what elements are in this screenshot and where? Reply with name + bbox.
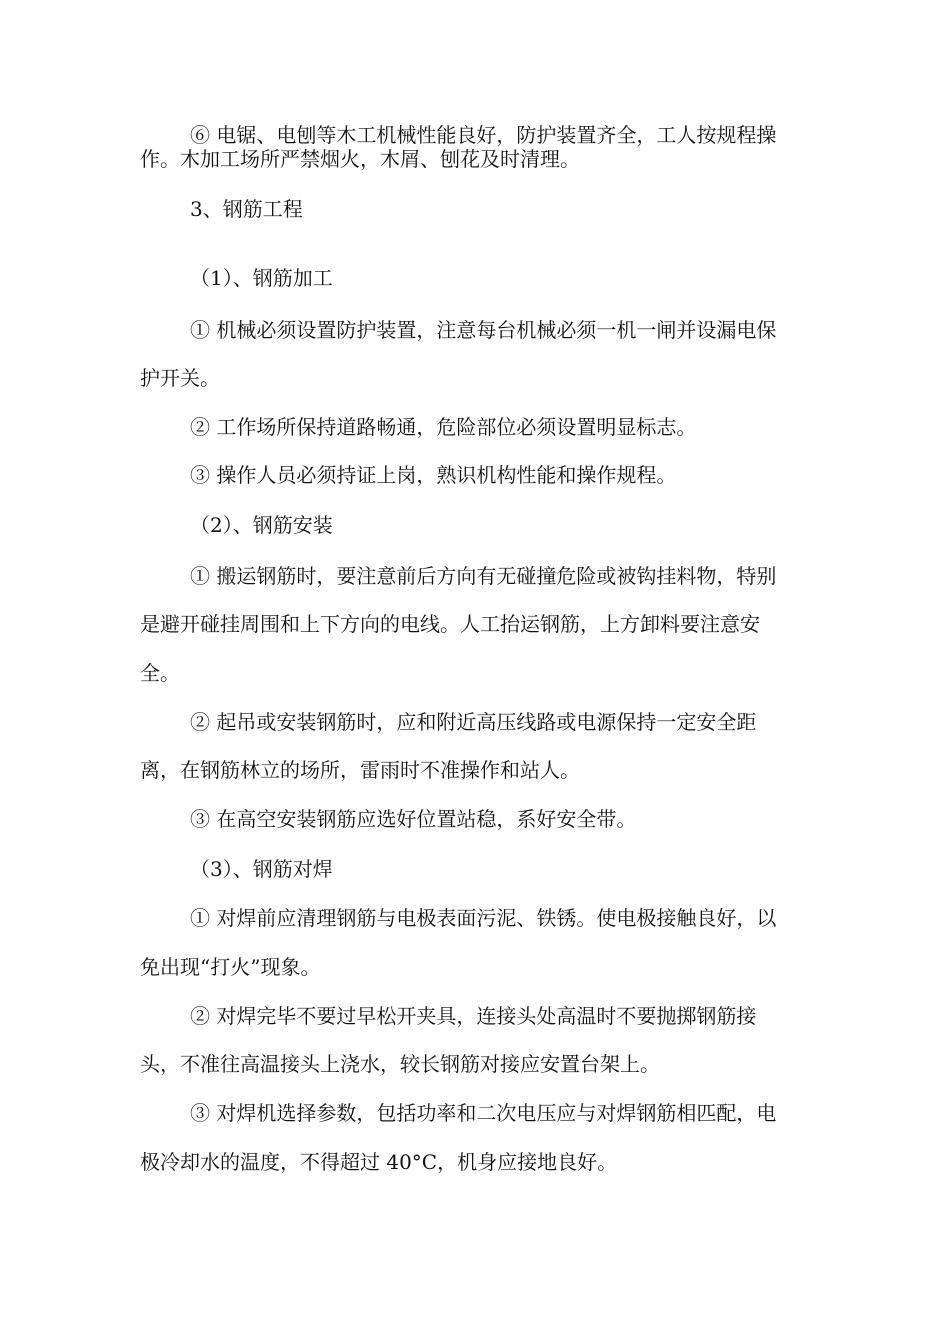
paragraph-line: ⑥ 电锯、电刨等木工机械性能良好，防护装置齐全，工人按规程操 [190,123,777,147]
list-item-line: 是避开碰挂周围和上下方向的电线。人工抬运钢筋，上方卸料要注意安 [140,612,760,636]
subsection-heading: （3）、钢筋对焊 [190,857,333,881]
list-item-line: 极冷却水的温度，不得超过 40°C，机身应接地良好。 [140,1150,618,1174]
list-item: ③ 在高空安装钢筋应选好位置站稳，系好安全带。 [190,807,637,831]
list-item-line: 离，在钢筋林立的场所，雷雨时不准操作和站人。 [140,758,580,782]
list-item-line: 头，不准往高温接头上浇水，较长钢筋对接应安置台架上。 [140,1052,660,1076]
list-item: ② 工作场所保持道路畅通，危险部位必须设置明显标志。 [190,415,697,439]
paragraph-line: 作。木加工场所严禁烟火，木屑、刨花及时清理。 [140,147,580,171]
subsection-heading: （2）、钢筋安装 [190,513,333,537]
list-item-line: ② 起吊或安装钢筋时，应和附近高压线路或电源保持一定安全距 [190,710,757,734]
list-item-line: 全。 [140,661,180,685]
list-item-line: ① 对焊前应清理钢筋与电极表面污泥、铁锈。使电极接触良好，以 [190,906,777,930]
list-item-line: 护开关。 [140,366,220,390]
list-item-line: ① 搬运钢筋时，要注意前后方向有无碰撞危险或被钩挂料物，特别 [190,564,777,588]
section-heading: 3、钢筋工程 [190,197,303,221]
list-item-line: ② 对焊完毕不要过早松开夹具，连接头处高温时不要抛掷钢筋接 [190,1004,757,1028]
subsection-heading: （1）、钢筋加工 [190,266,333,290]
list-item-line: 免出现“打火”现象。 [140,955,321,979]
list-item-line: ③ 对焊机选择参数，包括功率和二次电压应与对焊钢筋相匹配，电 [190,1101,777,1125]
list-item: ③ 操作人员必须持证上岗，熟识机构性能和操作规程。 [190,463,677,487]
list-item-line: ① 机械必须设置防护装置，注意每台机械必须一机一闸并设漏电保 [190,318,777,342]
